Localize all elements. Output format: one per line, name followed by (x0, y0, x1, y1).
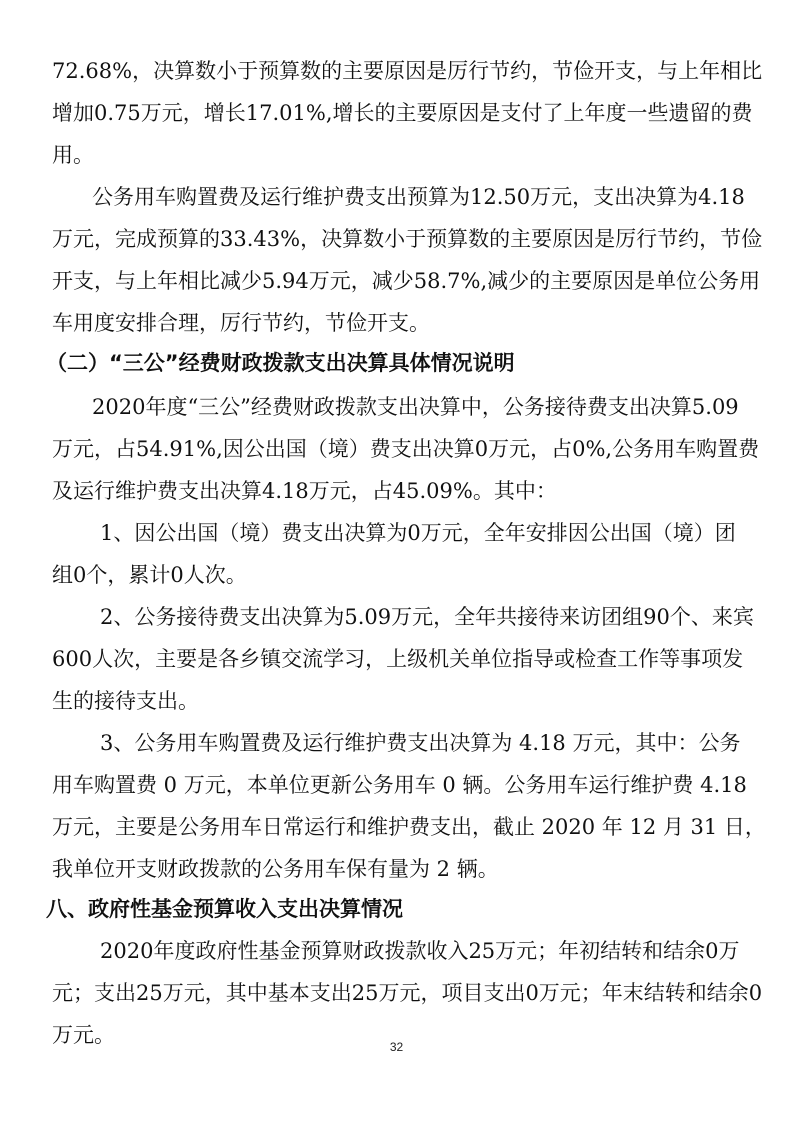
text-line-20: 2020年度政府性基金预算财政拨款收入25万元；年初结转和结余0万 (100, 939, 740, 963)
section-heading-8: 八、政府性基金预算收入支出决算情况 (46, 897, 403, 921)
text-line-12: 组0个，累计0人次。 (52, 563, 247, 587)
text-line-7: 车用度安排合理，厉行节约，节俭开支。 (52, 311, 430, 335)
text-line-15: 生的接待支出。 (52, 689, 199, 713)
text-line-8: 2020年度“三公”经费财政拨款支出决算中，公务接待费支出决算5.09 (92, 395, 739, 419)
text-line-4: 公务用车购置费及运行维护费支出预算为12.50万元，支出决算为4.18 (92, 185, 745, 209)
text-line-5: 万元，完成预算的33.43%，决算数小于预算数的主要原因是厉行节约，节俭 (52, 227, 763, 251)
text-line-9: 万元，占54.91%,因公出国（境）费支出决算0万元，占0%,公务用车购置费 (52, 437, 760, 461)
text-line-21: 元；支出25万元，其中基本支出25万元，项目支出0万元；年末结转和结余0 (52, 981, 763, 1005)
text-line-18: 万元，主要是公务用车日常运行和维护费支出，截止 2020 年 12 月 31 日， (52, 815, 766, 839)
text-line-11: 1、因公出国（境）费支出决算为0万元，全年安排因公出国（境）团 (100, 521, 736, 545)
text-line-19: 我单位开支财政拨款的公务用车保有量为 2 辆。 (52, 857, 499, 881)
text-line-14: 600人次，主要是各乡镇交流学习，上级机关单位指导或检查工作等事项发 (52, 647, 744, 671)
text-line-2: 增加0.75万元，增长17.01%,增长的主要原因是支付了上年度一些遗留的费 (52, 101, 753, 125)
text-line-6: 开支，与上年相比减少5.94万元，减少58.7%,减少的主要原因是单位公务用 (52, 269, 761, 293)
text-line-10: 及运行维护费支出决算4.18万元，占45.09%。其中： (52, 479, 557, 503)
section-heading-2: （二）“三公”经费财政拨款支出决算具体情况说明 (46, 351, 515, 375)
text-line-1: 72.68%，决算数小于预算数的主要原因是厉行节约，节俭开支，与上年相比 (52, 59, 763, 83)
page-number: 32 (389, 1040, 404, 1054)
text-line-3: 用。 (52, 143, 94, 167)
text-line-16: 3、公务用车购置费及运行维护费支出决算为 4.18 万元，其中：公务 (100, 731, 741, 755)
text-line-13: 2、公务接待费支出决算为5.09万元，全年共接待来访团组90个、来宾 (100, 605, 754, 629)
text-line-17: 用车购置费 0 万元，本单位更新公务用车 0 辆。公务用车运行维护费 4.18 (52, 773, 747, 797)
text-line-22: 万元。 (52, 1023, 115, 1047)
